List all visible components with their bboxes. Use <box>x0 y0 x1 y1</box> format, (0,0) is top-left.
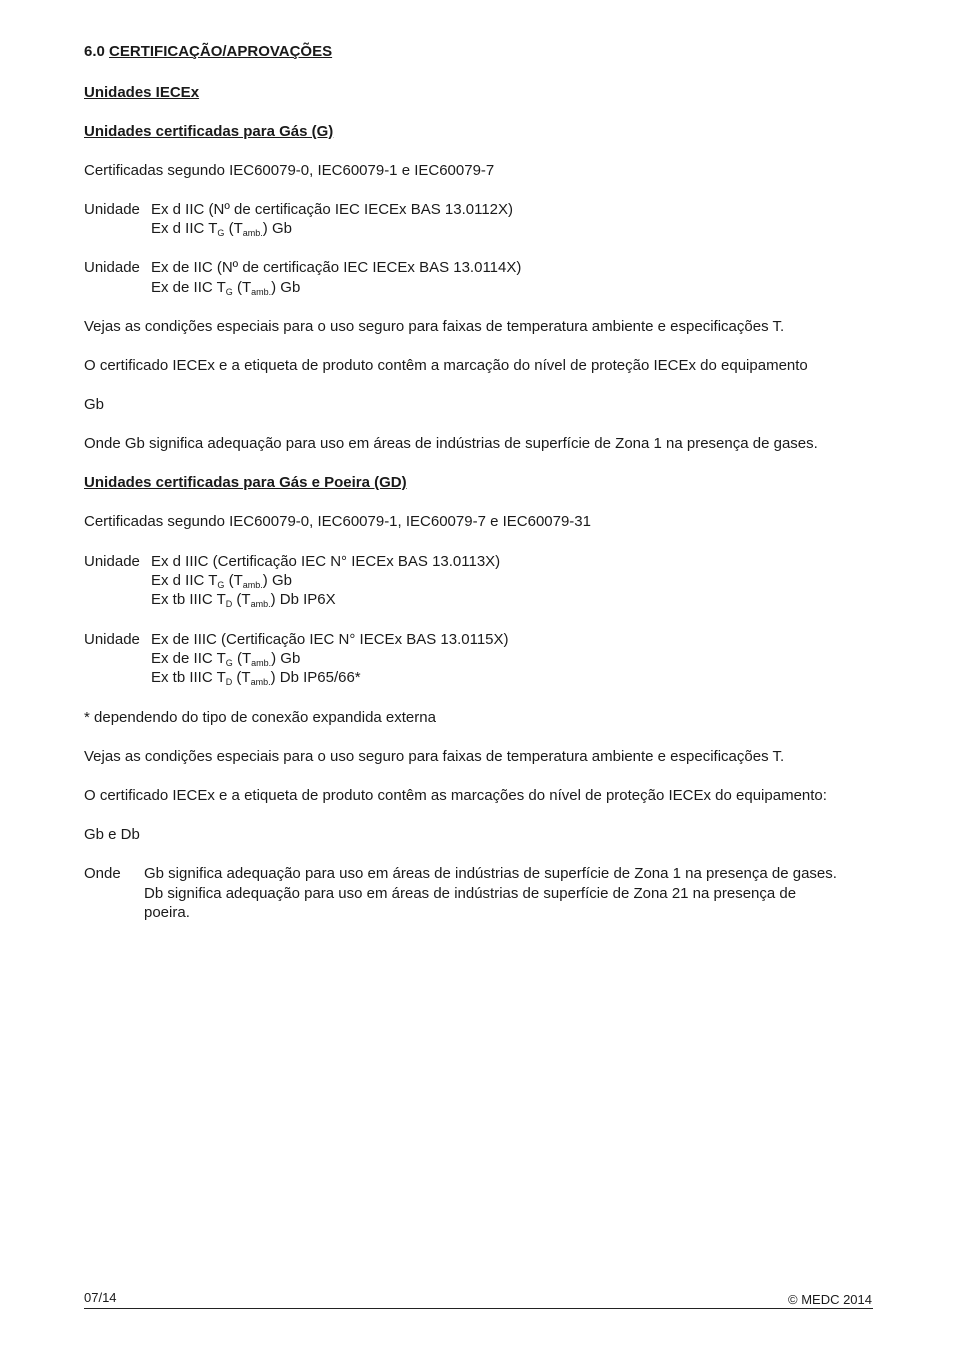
unit-cert-line: Ex de IIC (Nº de certificação IEC IECEx BAS 13.0114X) <box>151 259 522 276</box>
protection-levels: Gb e Db <box>84 826 140 843</box>
iecex-units-title: Unidades IECEx <box>84 84 200 101</box>
unit-cert-line: Ex de IIIC (Certificação IEC N° IECEx BAS 13.0115X) <box>151 631 509 648</box>
protection-level-meaning: Gb significa adequação para uso em áreas de indústrias de superfície de Zona 1 na presença de gases. <box>144 865 837 882</box>
gas-units-title: Unidades certificadas para Gás (G) <box>84 123 334 140</box>
footer-divider <box>84 1308 873 1309</box>
unit-marking-line: Ex d IIC $T_G$ $(T_{amb.})$ Gb <box>151 572 292 590</box>
marking-text: O certificado IECEx e a etiqueta de produto contêm as marcações do nível de proteção IECEx do equipamento: <box>84 787 827 804</box>
special-conditions-text: Vejas as condições especiais para o uso seguro para faixas de temperatura ambiente e especificações T. <box>84 318 785 335</box>
gas-dust-cert-standards: Certificadas segundo IEC60079-0, IEC60079-1, IEC60079-7 e IEC60079-31 <box>84 513 591 530</box>
unit-marking-line: Ex tb IIIC $T_D$ $(T_{amb.})$ Db IP65/66* <box>151 669 361 687</box>
footer-copyright: © MEDC 2014 <box>788 1292 872 1307</box>
section-number: 6.0 <box>84 43 105 60</box>
protection-level-meaning-cont: poeira. <box>144 904 190 921</box>
unit-marking-line: Ex tb IIIC $T_D$ $(T_{amb.})$ Db IP6X <box>151 591 336 609</box>
gas-dust-units-title: Unidades certificadas para Gás e Poeira (GD) <box>84 474 407 491</box>
unit-cert-line: Ex d IIC (Nº de certificação IEC IECEx BAS 13.0112X) <box>151 201 514 218</box>
unit-marking-line: Ex de IIC $T_G$ $(T_{amb.})$ Gb <box>151 279 301 297</box>
unit-label: Unidade <box>84 553 140 570</box>
marking-text: O certificado IECEx e a etiqueta de produto contêm a marcação do nível de proteção IECEx do equipamento <box>84 357 808 374</box>
section-heading <box>84 42 332 61</box>
special-conditions-text: Vejas as condições especiais para o uso seguro para faixas de temperatura ambiente e especificações T. <box>84 748 785 765</box>
protection-level-meaning: Onde Gb significa adequação para uso em áreas de indústrias de superfície de Zona 1 na presença de gases. <box>84 435 818 452</box>
onde-label: Onde <box>84 865 121 882</box>
footnote: * dependendo do tipo de conexão expandida externa <box>84 709 436 726</box>
unit-marking-line: Ex d IIC $T_G$ $(T_{amb.})$ Gb <box>151 220 292 238</box>
protection-level-meaning: Db significa adequação para uso em áreas de indústrias de superfície de Zona 21 na presença de <box>144 885 797 902</box>
protection-level: Gb <box>84 396 105 413</box>
unit-marking-line: Ex de IIC $T_G$ $(T_{amb.})$ Gb <box>151 650 301 668</box>
unit-label: Unidade <box>84 201 140 218</box>
unit-cert-line: Ex d IIIC (Certificação IEC N° IECEx BAS 13.0113X) <box>151 553 501 570</box>
unit-label: Unidade <box>84 631 140 648</box>
section-title: CERTIFICAÇÃO/APROVAÇÕES <box>109 43 333 60</box>
gas-cert-standards: Certificadas segundo IEC60079-0, IEC60079-1 e IEC60079-7 <box>84 162 495 179</box>
footer-date: 07/14 <box>84 1290 117 1305</box>
unit-label: Unidade <box>84 259 140 276</box>
